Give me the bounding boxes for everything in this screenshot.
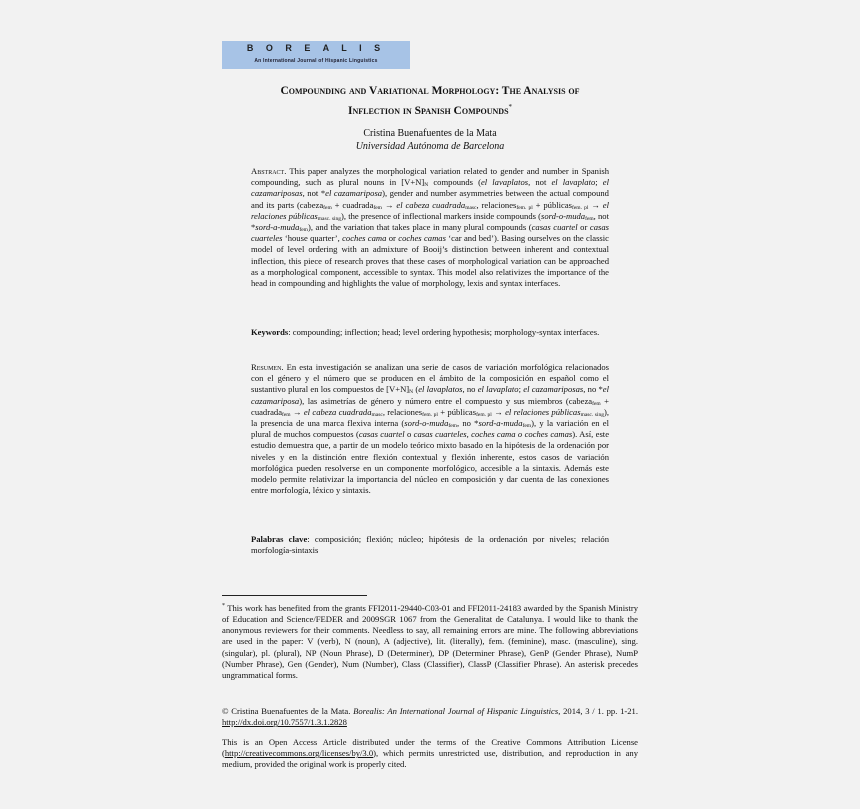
resumen: Resumen. En esta investigación se analizan una serie de casos de variación morfológica relacionados con el género y el número que se producen en el ámbito de la composición en español como el sustantivo plural en los compuestos de $[V+N]_N$ (el lavaplatos, no el lavaplato; el cazamariposas, no *el cazamariposa), las asimetrías de género y número entre el compuesto y sus miembros (cabeza$_{fem}$ + cuadrada$_{fem}$ → el cabeza cuadrada$_{masc}$, relaciones$_{fem. pl}$ + públicas$_{fem. pl}$ → el relaciones públicas$_{masc. sing}$), la presencia de una marca flexiva interna (sord-o-muda$_{fem}$, no *sord-a-muda$_{fem}$), y la variación en el plural de muchos compuestos (casas cuartel o casas cuarteles, coches cama o coches camas). Así, este estudio demuestra que, a partir de un modelo teórico mixto basado en la hipótesis de la ordenación por niveles y en la distinción entre flexión contextual y flexión inherente, estos casos de variación morfológica pueden resolverse en un componente morfológico, accesible a la sintaxis. Además este modelo permite relativizar la importancia del núcleo en composición y dar cuenta de las conexiones entre morfología, léxico y sintaxis. — [251, 362, 610, 496]
palabras-text: : composición; flexión; núcleo; hipótesis de la ordenación por niveles; relación morfología-sintaxis — [251, 534, 609, 556]
title-line-2: Inflection in Spanish Compounds — [347, 104, 509, 117]
footnote-marker: * — [222, 603, 225, 609]
license-link[interactable]: http://creativecommons.org/licenses/by/3.0 — [224, 748, 374, 759]
copyright: © Cristina Buenafuentes de la Mata. Borealis: An International Journal of Hispanic Linguistics, 2014, 3 / 1. pp. 1-21. http://dx.doi.org/10.7557/1.3.1.2828 — [222, 706, 638, 728]
footnote-divider — [222, 595, 367, 596]
title-footnote-marker: * — [508, 103, 513, 111]
doi-link[interactable]: http://dx.doi.org/10.7557/1.3.1.2828 — [222, 717, 347, 728]
resumen-label: Resumen — [251, 362, 282, 372]
author-name: Cristina Buenafuentes de la Mata — [363, 128, 497, 139]
palabras-clave — [251, 534, 609, 556]
license: This is an Open Access Article distributed under the terms of the Creative Commons Attribution License (http://creativecommons.org/licenses/by/3.0), which permits unrestricted use, distribution, and reproduction in any medium, provided the original work is properly cited. — [222, 737, 638, 770]
keywords — [251, 327, 609, 338]
journal-subtitle: An International Journal of Hispanic Linguistics — [254, 58, 378, 64]
footnote — [222, 601, 638, 681]
journal-citation: Borealis: An International Journal of Hispanic Linguistics — [353, 706, 559, 716]
abstract: Abstract. This paper analyzes the morphological variation related to gender and number in Spanish compounding, such as plural nouns in $[V+N]_N$ compounds (el lavaplatos, not el lavaplato; el cazamariposas, not *el cazamariposa), gender and number asymmetries between the actual compound and its parts (cabeza$_{fem}$ + cuadrada$_{fem}$ → el cabeza cuadrada$_{masc}$, relaciones$_{fem. pl}$ + públicas$_{fem. pl}$ → el relaciones públicas$_{masc. sing}$), the presence of inflectional markers inside compounds (sord-o-muda$_{fem}$, not *sord-a-muda$_{fem}$), and the variation that takes place in many plural compounds (casas cuartel or casas cuarteles ‘house quarter’, coches cama or coches camas ‘car and bed’). Basing ourselves on the classic model of level ordering with an admixture of Booij’s distinction between inherent and contextual inflection, this piece of research proves that these cases of morphological variation can be approached as a morphological component, accessible to syntax. This model also relativizes the importance of the head in compounding and highlights the value of morphology, lexis and syntax interfaces. — [251, 166, 610, 289]
title-line-1: Compounding and Variational Morphology: The Analysis of — [280, 85, 580, 97]
journal-name: B O R E A L I S — [246, 43, 386, 53]
author-affiliation: Universidad Autónoma de Barcelona — [355, 141, 505, 152]
palabras-label: Palabras clave — [251, 534, 308, 544]
journal-banner — [222, 41, 410, 69]
keywords-label: Keywords — [251, 327, 289, 337]
paper-title — [222, 83, 638, 119]
abstract-label: Abstract — [251, 166, 285, 176]
footnote-text: This work has benefited from the grants FFI2011-29440-C03-01 and FFI2011-24183 awarded by the Spanish Ministry of Education and Science/FEDER and 2009SGR 1067 from the Generalitat de Catalunya. I would like to thank the anonymous reviewers for their comments. Needless to say, all remaining errors are mine. The following abbreviations are used in the paper: V (verb), N (noun), A (adjective), lit. (literally), fem. (feminine), masc. (masculine), sing. (singular), pl. (plural), NP (Noun Phrase), D (Determiner), DP (Determiner Phrase), GenP (Gender Phrase), NumP (Number Phrase), Gen (Gender), Num (Number), Class (Classifier), ClassP (Classifier Phrase). An asterisk precedes ungrammatical forms. — [222, 602, 638, 681]
keywords-text: : compounding; inflection; head; level ordering hypothesis; morphology-syntax interfaces. — [288, 327, 600, 337]
